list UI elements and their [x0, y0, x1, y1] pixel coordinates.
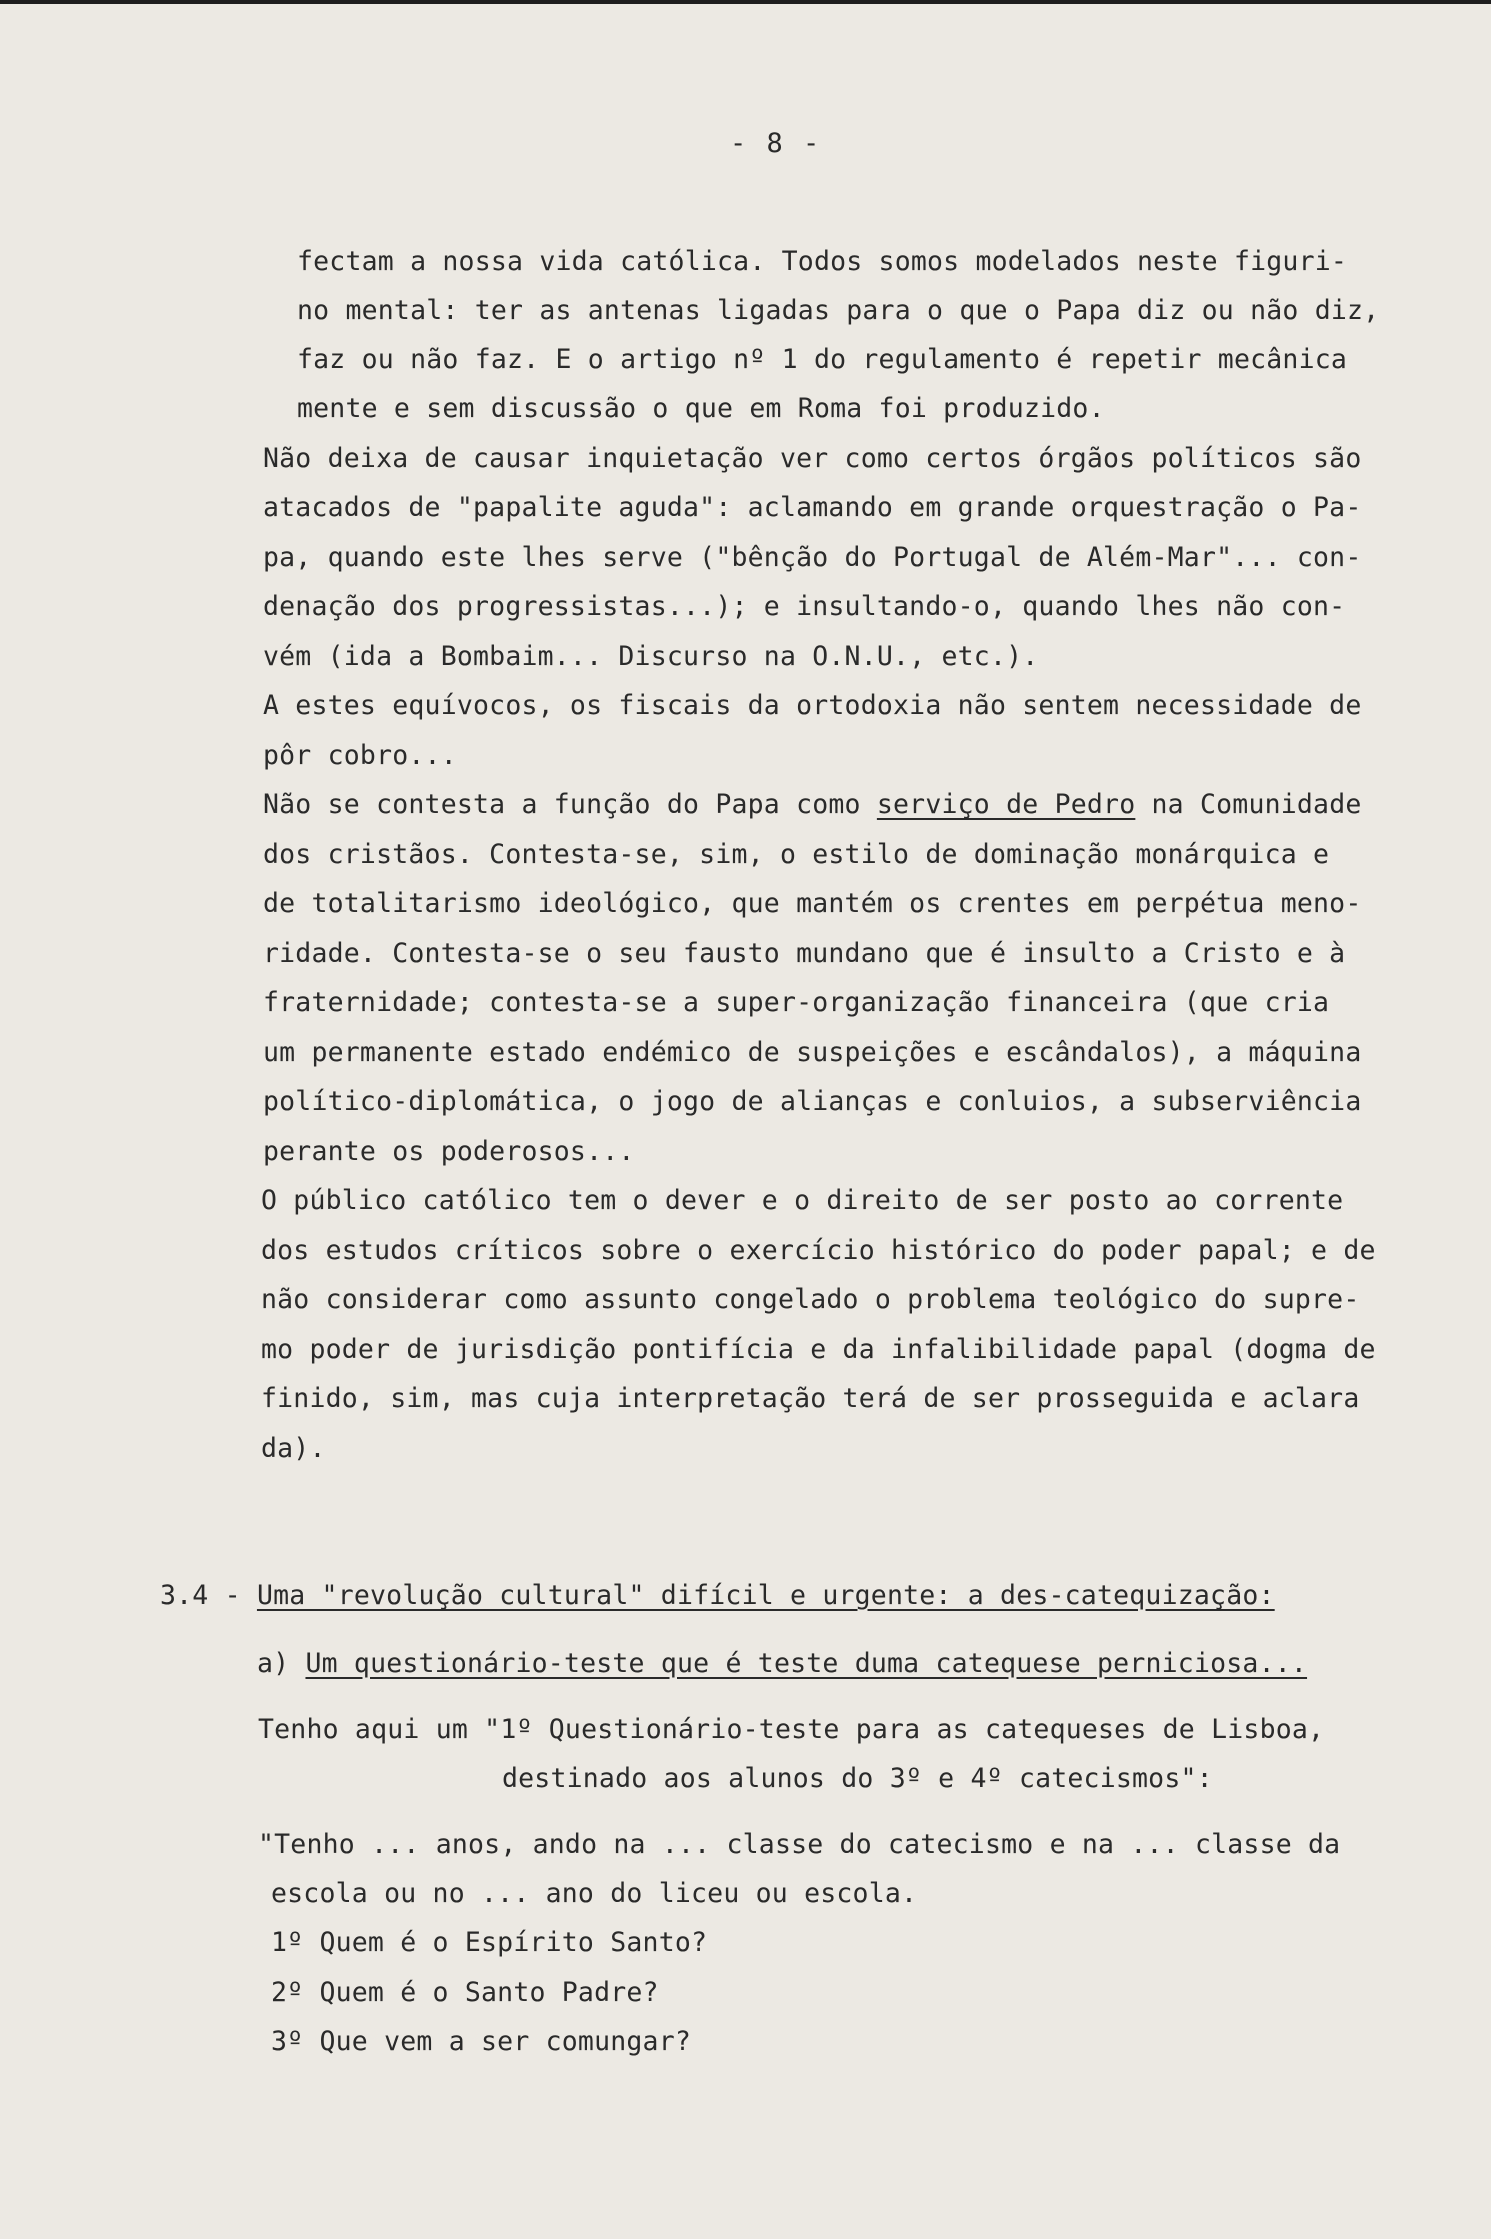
text-line: dos cristãos. Contesta-se, sim, o estilo de dominação monárquica e [263, 839, 1330, 870]
text-line: Tenho aqui um "1º Questionário-teste para as catequeses de Lisboa, [258, 1714, 1325, 1745]
text-line: ridade. Contesta-se o seu fausto mundano que é insulto a Cristo e à [263, 938, 1346, 969]
text-line: pôr cobro... [263, 740, 457, 771]
text-line: perante os poderosos... [263, 1136, 635, 1167]
text-line: vém (ida a Bombaim... Discurso na O.N.U., etc.). [263, 641, 1039, 672]
text-line: O público católico tem o dever e o direito de ser posto ao corrente [261, 1185, 1344, 1216]
text-line: da). [261, 1433, 326, 1464]
text-line: fectam a nossa vida católica. Todos somos modelados neste figuri- [297, 246, 1348, 277]
text-line: A estes equívocos, os fiscais da ortodoxia não sentem necessidade de [263, 690, 1362, 721]
subsection-heading [257, 1648, 1307, 1679]
text-line: escola ou no ... ano do liceu ou escola. [271, 1878, 918, 1909]
text-line: denação dos progressistas...); e insultando-o, quando lhes não con- [263, 591, 1346, 622]
text-line: de totalitarismo ideológico, que mantém os crentes em perpétua meno- [263, 888, 1362, 919]
text-line: político-diplomática, o jogo de alianças e conluios, a subserviência [263, 1086, 1362, 1117]
text-segment: na Comunidade [1135, 789, 1362, 820]
text-line: mente e sem discussão o que em Roma foi produzido. [297, 393, 1105, 424]
subsection-label: a) [257, 1648, 290, 1679]
text-line: Não deixa de causar inquietação ver como certos órgãos políticos são [263, 443, 1362, 474]
text-line: "Tenho ... anos, ando na ... classe do catecismo e na ... classe da [258, 1829, 1341, 1860]
text-line: atacados de "papalite aguda": aclamando em grande orquestração o Pa- [263, 492, 1362, 523]
text-line: finido, sim, mas cuja interpretação terá de ser prosseguida e aclara [261, 1383, 1360, 1414]
text-line: mo poder de jurisdição pontifícia e da infalibilidade papal (dogma de [261, 1334, 1376, 1365]
text-line: não considerar como assunto congelado o problema teológico do supre- [261, 1284, 1360, 1315]
section-title: Uma "revolução cultural" difícil e urgente: a des-catequização: [256, 1580, 1275, 1611]
text-line: dos estudos críticos sobre o exercício histórico do poder papal; e de [261, 1235, 1376, 1266]
question-item: 1º Quem é o Espírito Santo? [271, 1927, 708, 1958]
section-number: 3.4 - [160, 1580, 241, 1611]
text-line: no mental: ter as antenas ligadas para o que o Papa diz ou não diz, [297, 295, 1380, 326]
subsection-title: Um questionário-teste que é teste duma catequese perniciosa... [305, 1648, 1308, 1679]
text-line: um permanente estado endémico de suspeições e escândalos), a máquina [263, 1037, 1362, 1068]
text-line: pa, quando este lhes serve ("bênção do Portugal de Além-Mar"... con- [263, 542, 1362, 573]
question-item: 3º Que vem a ser comungar? [271, 2026, 692, 2057]
scan-top-edge [0, 0, 1491, 4]
text-line: destinado aos alunos do 3º e 4º catecismos": [502, 1763, 1213, 1794]
section-heading [160, 1580, 1275, 1611]
page-number: - 8 - [730, 128, 822, 159]
text-line: faz ou não faz. E o artigo nº 1 do regulamento é repetir mecânica [297, 344, 1348, 375]
text-line [263, 789, 1362, 820]
text-line: fraternidade; contesta-se a super-organização financeira (que cria [263, 987, 1330, 1018]
question-item: 2º Quem é o Santo Padre? [271, 1977, 659, 2008]
text-segment: Não se contesta a função do Papa como [263, 789, 877, 820]
underlined-phrase: serviço de Pedro [876, 789, 1136, 820]
